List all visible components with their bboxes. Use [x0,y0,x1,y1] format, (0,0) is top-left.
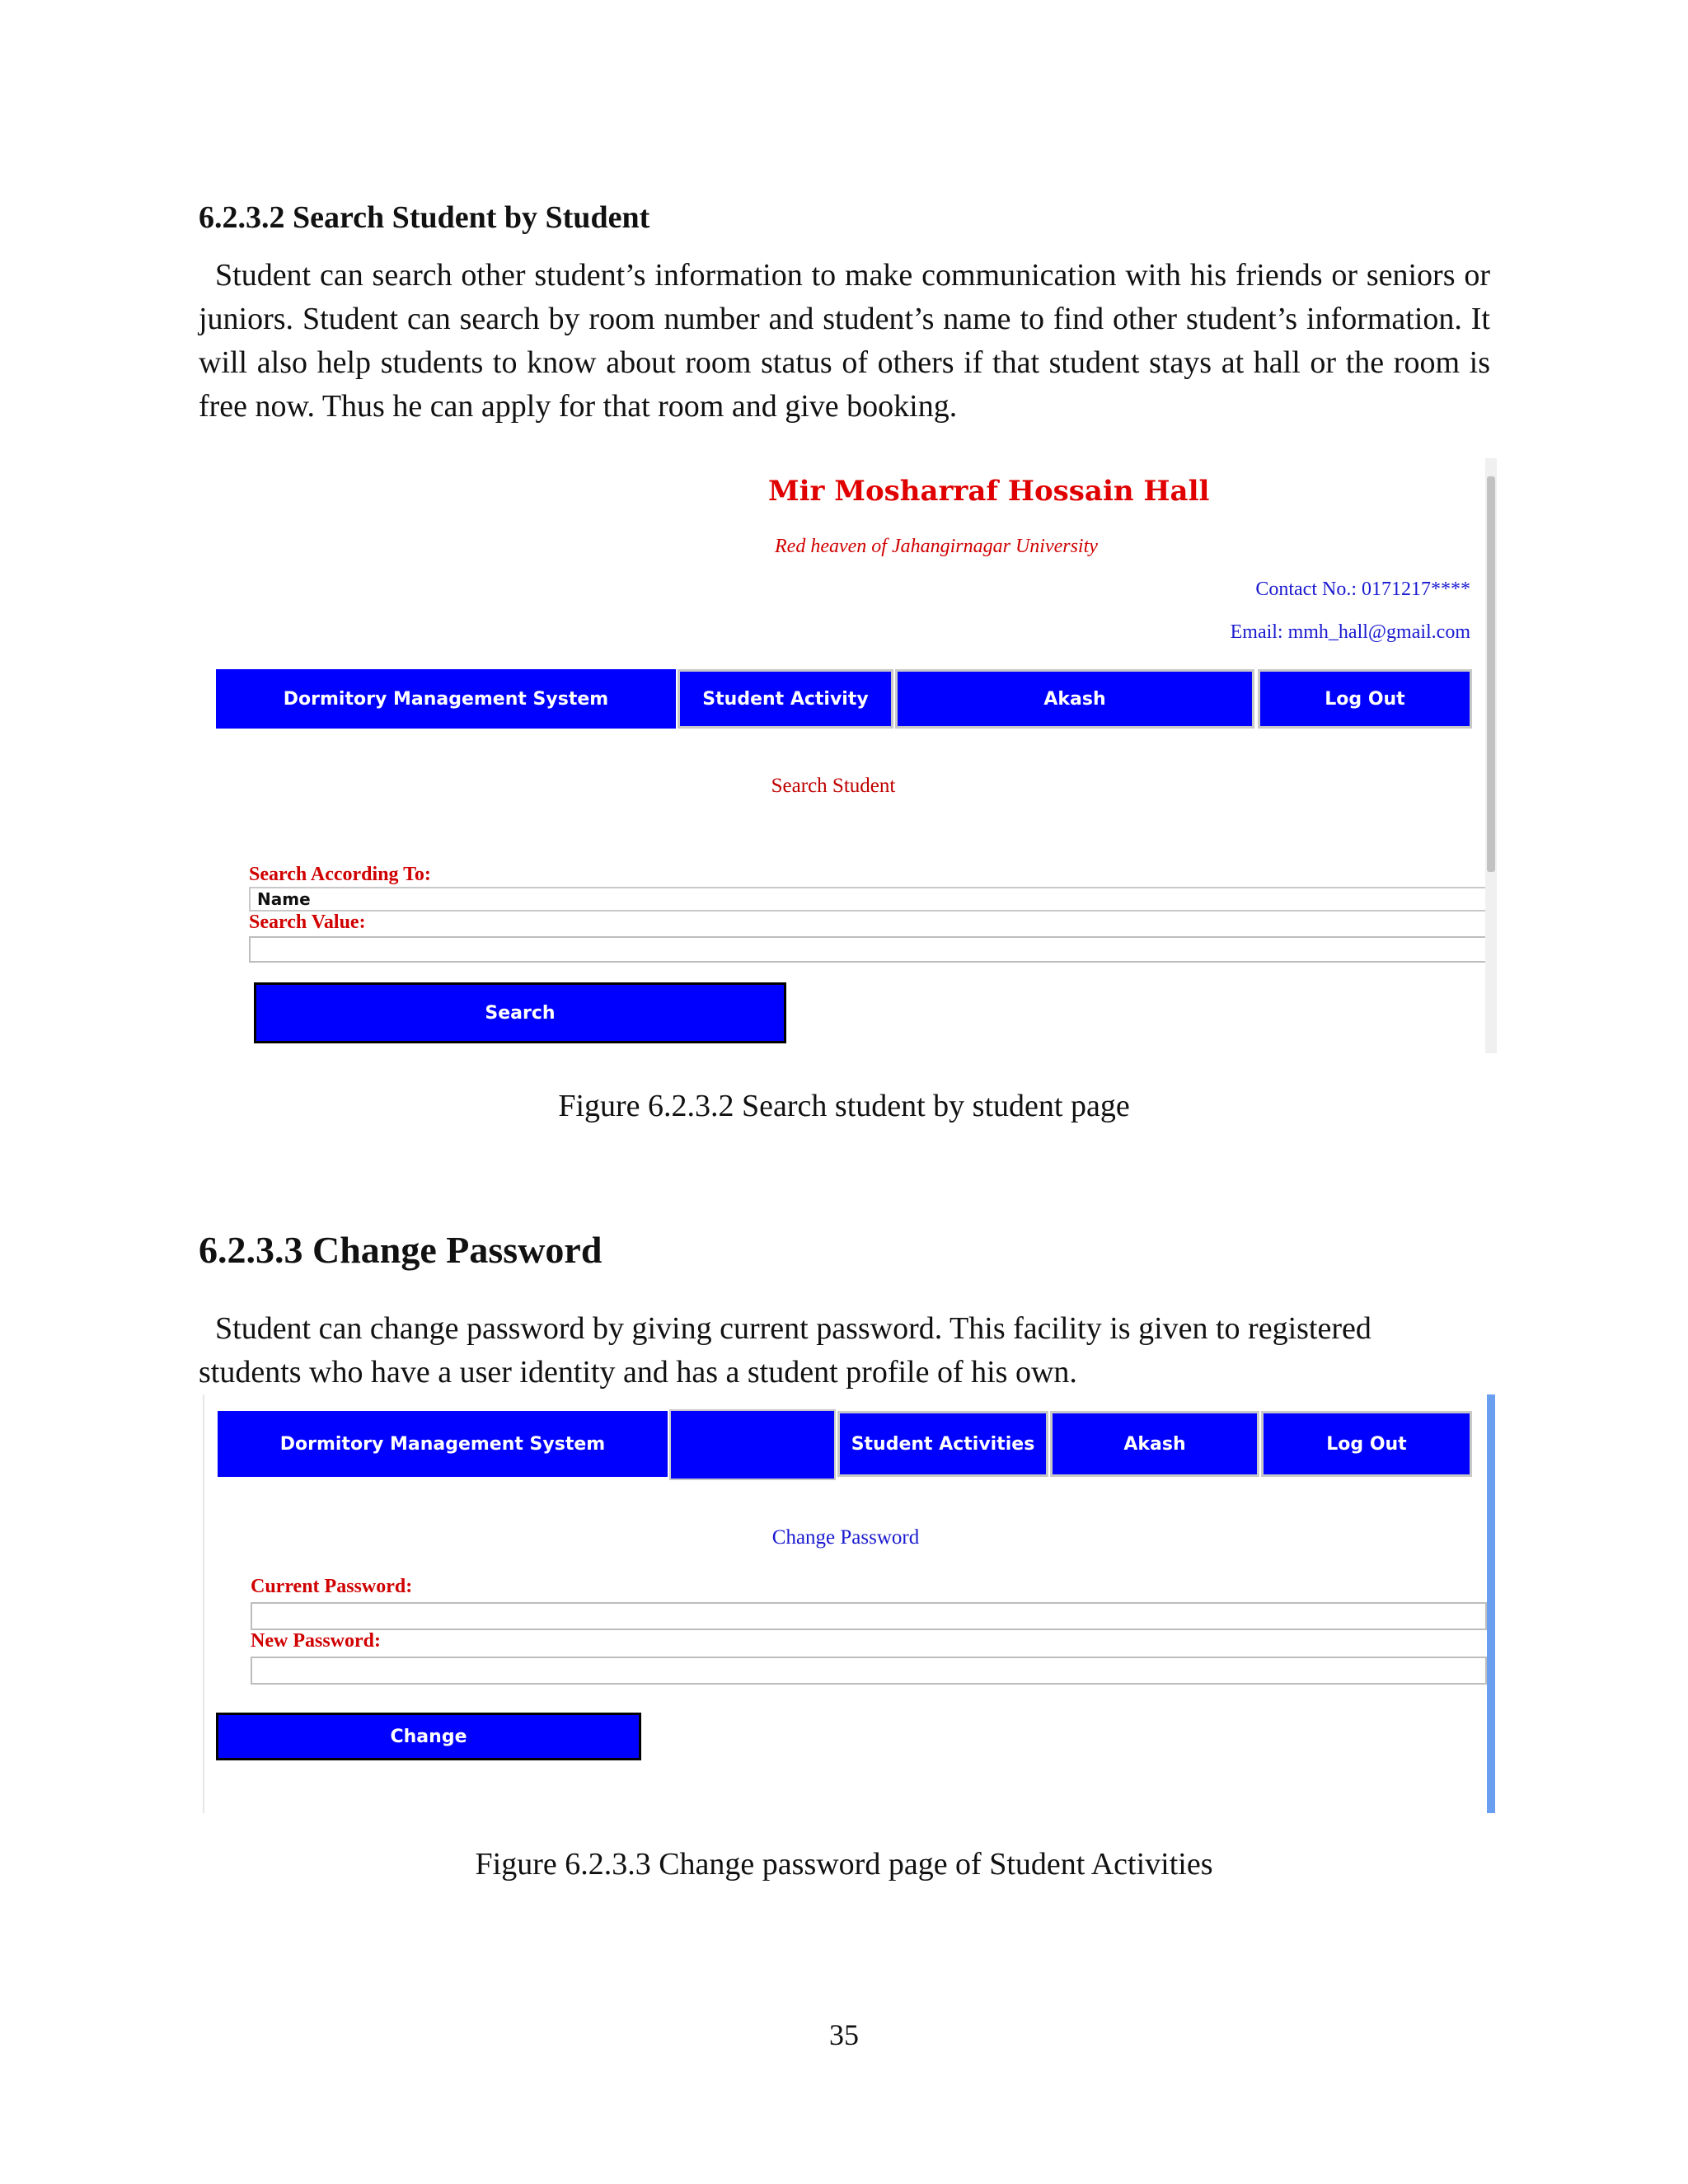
nav-log-out[interactable]: Log Out [1261,1411,1472,1477]
section-heading-search-student: 6.2.3.2 Search Student by Student [199,200,650,235]
page-title-search-student: Search Student [771,775,896,797]
figure-caption-search-student: Figure 6.2.3.2 Search student by student page [558,1089,1130,1123]
input-search-value[interactable] [249,936,1489,963]
section-heading-change-password: 6.2.3.3 Change Password [199,1229,603,1271]
nav-dormitory-management-system[interactable]: Dormitory Management System [218,1411,668,1477]
change-button[interactable]: Change [216,1713,641,1760]
nav-user-akash[interactable]: Akash [1050,1411,1259,1477]
page-title-change-password: Change Password [771,1526,920,1549]
nav-student-activities[interactable]: Student Activities [837,1411,1048,1477]
label-search-according-to: Search According To: [249,864,431,885]
figure-caption-change-password: Figure 6.2.3.3 Change password page of Student Activities [475,1847,1213,1882]
label-current-password: Current Password: [251,1576,413,1597]
nav-student-activity[interactable]: Student Activity [678,669,893,729]
nav-blank-tab[interactable] [669,1409,836,1480]
label-new-password: New Password: [251,1630,381,1652]
contact-email: Email: mmh_hall@gmail.com [1230,621,1470,643]
hall-title: Mir Mosharraf Hossain Hall [768,475,1210,508]
nav-user-akash[interactable]: Akash [895,669,1254,729]
search-button[interactable]: Search [254,982,786,1043]
nav-log-out[interactable]: Log Out [1258,669,1472,729]
screenshot-change-password [203,1394,1497,1813]
screenshot-search-student [203,458,1497,1053]
input-new-password[interactable] [251,1657,1487,1685]
select-search-according-to[interactable]: Name [249,887,1489,912]
section-paragraph-search-student: Student can search other student’s information to make communication with his friends or seniors or juniors. Student can search by room number and student’s name to find other student’s information. It will also help students to know about room status of others if that student stays at hall or the room is free now. Thus he can apply for that room and give booking. [199,258,1490,424]
label-search-value: Search Value: [249,912,366,933]
page-number: 35 [829,2018,859,2051]
left-border [203,1394,204,1813]
nav-dormitory-management-system[interactable]: Dormitory Management System [216,669,676,729]
contact-number: Contact No.: 0171217**** [1255,579,1470,600]
scrollbar-thumb[interactable] [1487,476,1495,872]
hall-tagline: Red heaven of Jahangirnagar University [775,536,1098,557]
section-paragraph-change-password: Student can change password by giving current password. This facility is given to registered students who have a user identity and has a student profile of his own. [199,1311,1372,1390]
scrollbar-thumb[interactable] [1487,1394,1495,1813]
input-current-password[interactable] [251,1602,1487,1630]
